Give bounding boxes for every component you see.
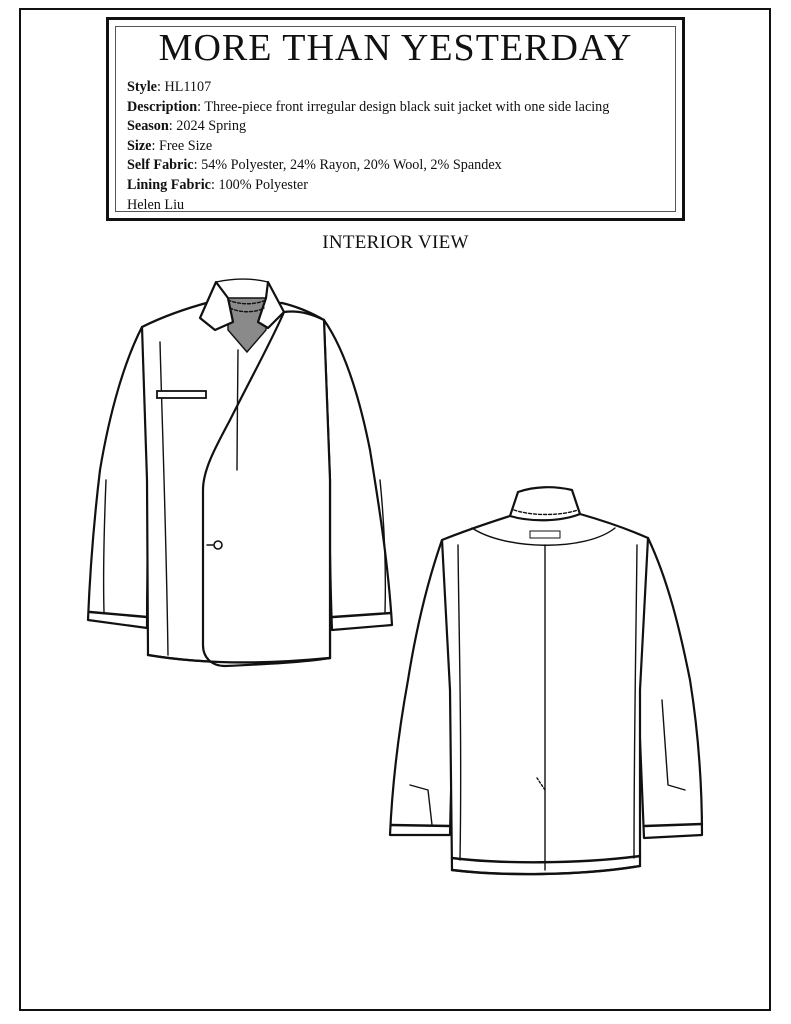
spec-value: 100% Polyester (218, 176, 308, 193)
back-collar-stand (510, 487, 580, 520)
brand-label-tag (530, 531, 560, 538)
front-left-sleeve (88, 327, 151, 628)
designer-name: Helen Liu (127, 196, 185, 213)
spec-style: Style: HL1107 (127, 79, 212, 95)
front-right-sleeve (324, 320, 392, 630)
spec-size: Size: Free Size (127, 137, 213, 154)
back-left-cuff (391, 825, 450, 826)
spec-key: Lining Fabric (127, 176, 211, 193)
spec-key: Size (127, 137, 152, 154)
spec-season: Season: 2024 Spring (127, 118, 247, 135)
spec-lining-fabric: Lining Fabric: 100% Polyester (127, 176, 308, 193)
spec-key: Season (127, 118, 169, 135)
front-button (214, 541, 222, 549)
spec-self-fabric: Self Fabric: 54% Polyester, 24% Rayon, 20% Wool, 2% Spandex (127, 157, 502, 174)
front-jacket-drawing (88, 279, 392, 666)
spec-value: 2024 Spring (176, 118, 247, 135)
spec-description: Description: Three-piece front irregular design black suit jacket with one side lacing (127, 98, 610, 115)
collar-top-edge (216, 279, 268, 282)
view-title: INTERIOR VIEW (322, 232, 469, 253)
spec-value: 54% Polyester, 24% Rayon, 20% Wool, 2% Spandex (201, 157, 502, 174)
spec-key: Description (127, 98, 198, 115)
front-welt-pocket (157, 391, 206, 398)
back-jacket-drawing (390, 487, 702, 874)
spec-value: HL1107 (164, 79, 212, 95)
spec-value: Three-piece front irregular design black suit jacket with one side lacing (204, 98, 610, 115)
brand-title: MORE THAN YESTERDAY (158, 27, 633, 69)
spec-key: Self Fabric (127, 157, 194, 174)
spec-key: Style (127, 79, 157, 95)
spec-value: Free Size (158, 137, 213, 154)
front-left-collar (200, 282, 233, 330)
